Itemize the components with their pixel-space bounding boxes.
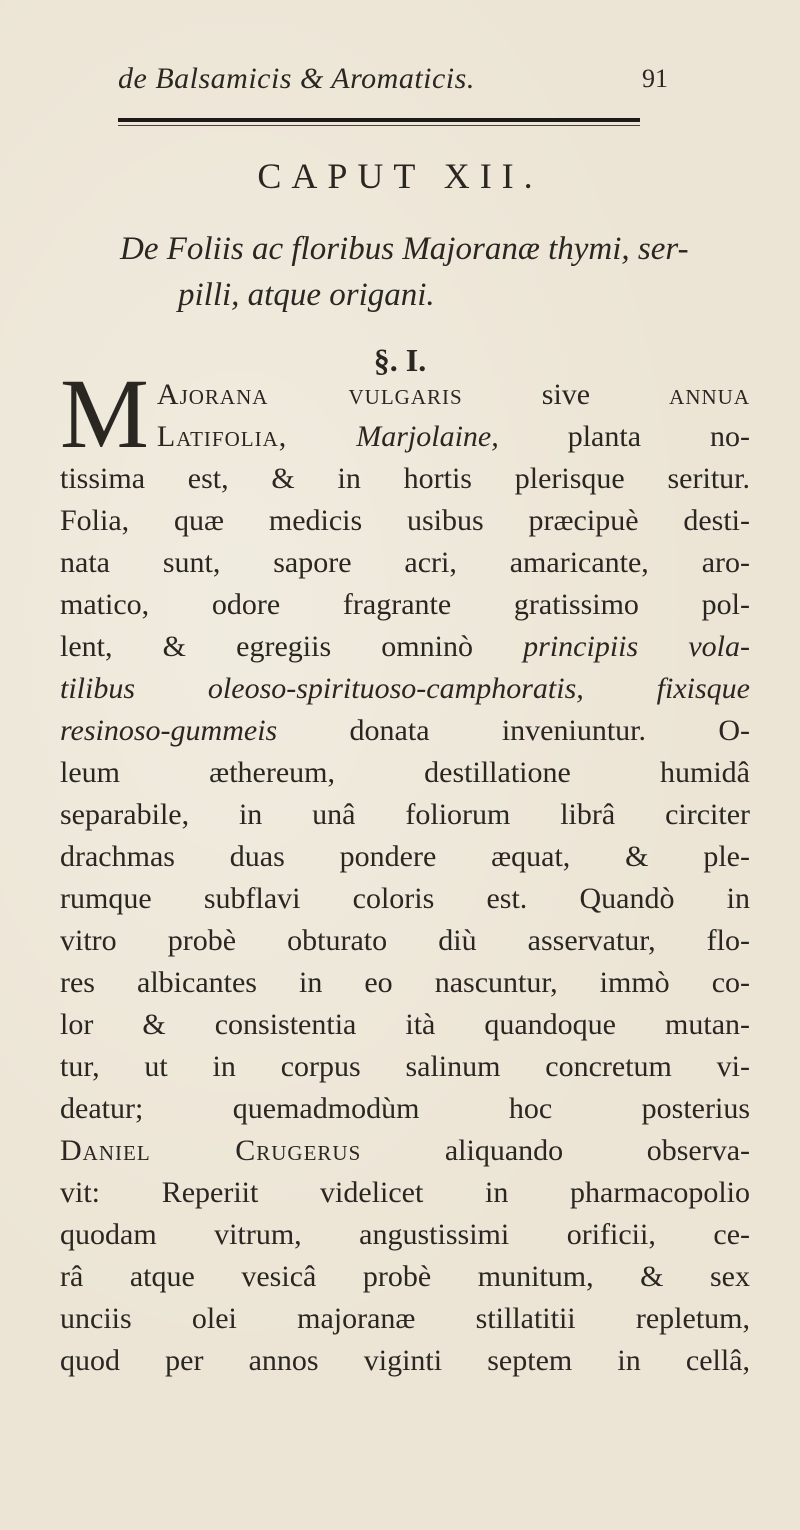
text-line — [60, 458, 750, 500]
chapter-title-line-2: pilli, atque origani. — [178, 277, 435, 313]
italic-text: tilibus oleoso-spirituoso-camphoratis, fixisque — [60, 672, 750, 705]
roman-text: res albicantes in eo nascuntur, immò co- — [60, 966, 750, 999]
roman-text: nata sunt, sapore acri, amaricante, aro- — [60, 546, 750, 579]
text-line — [60, 920, 750, 962]
italic-text: Marjolaine, — [287, 420, 499, 453]
text-line — [60, 542, 750, 584]
section-number: §. I. — [373, 342, 427, 378]
text-line — [60, 752, 750, 794]
text-line — [60, 626, 750, 668]
roman-text: râ atque vesicâ probè munitum, & sex — [60, 1260, 750, 1293]
text-line — [60, 1046, 750, 1088]
header-rule-thin — [118, 125, 640, 126]
roman-text: drachmas duas pondere æquat, & ple- — [60, 840, 750, 873]
roman-text: rumque subflavi coloris est. Quandò in — [60, 882, 750, 915]
text-line — [60, 962, 750, 1004]
roman-text: tissima est, & in hortis plerisque seritur. — [60, 462, 750, 495]
text-line — [60, 1256, 750, 1298]
page-header — [108, 62, 668, 102]
roman-text: Folia, quæ medicis usibus præcipuè desti- — [60, 504, 750, 537]
drop-cap: M — [60, 358, 149, 469]
roman-text: unciis olei majoranæ stillatitii repletum, — [60, 1302, 750, 1335]
body-lines — [60, 358, 750, 1382]
roman-text: tur, ut in corpus salinum concretum vi- — [60, 1050, 750, 1083]
text-line — [60, 416, 750, 458]
roman-text: quod per annos viginti septem in cellâ, — [60, 1344, 750, 1377]
italic-text: resinoso-gummeis — [60, 714, 278, 747]
text-line — [60, 1298, 750, 1340]
roman-text: separabile, in unâ foliorum librâ circiter — [60, 798, 750, 831]
page-number: 91 — [642, 64, 668, 93]
roman-text: vit: Reperiit videlicet in pharmacopolio — [60, 1176, 750, 1209]
running-head: de Balsamicis & Aromaticis. — [118, 62, 475, 95]
roman-text: aliquando observa- — [361, 1134, 750, 1167]
roman-text: lent, & egregiis omninò — [60, 630, 524, 663]
body-text — [60, 358, 750, 1382]
roman-text: vitro probè obturato diù asservatur, flo- — [60, 924, 750, 957]
text-line — [60, 1088, 750, 1130]
chapter-title — [120, 226, 720, 318]
text-line — [60, 836, 750, 878]
italic-text: principiis vola- — [523, 630, 750, 663]
roman-text: deatur; quemadmodùm hoc posterius — [60, 1092, 750, 1125]
text-line — [60, 1004, 750, 1046]
roman-text: leum æthereum, destillatione humidâ — [60, 756, 750, 789]
small-caps-text: Ajorana vulgaris — [156, 378, 463, 411]
roman-text: matico, odore fragrante gratissimo pol- — [60, 588, 750, 621]
text-line — [60, 374, 750, 416]
chapter-heading: CAPUT XII. — [257, 156, 543, 196]
roman-text: lor & consistentia ità quandoque mutan- — [60, 1008, 750, 1041]
small-caps-text: Daniel Crugerus — [60, 1134, 362, 1167]
roman-text: donata inveniuntur. O- — [277, 714, 750, 747]
text-line — [60, 668, 750, 710]
text-line — [60, 500, 750, 542]
small-caps-text: annua — [669, 378, 750, 411]
text-line — [60, 710, 750, 752]
text-line — [60, 794, 750, 836]
text-line — [60, 878, 750, 920]
roman-text: sive — [462, 378, 670, 411]
text-line — [60, 1130, 750, 1172]
roman-text: quodam vitrum, angustissimi orificii, ce- — [60, 1218, 750, 1251]
chapter-title-line-1: De Foliis ac floribus Majoranæ thymi, ser- — [120, 231, 689, 267]
text-line — [60, 1172, 750, 1214]
text-line — [60, 1214, 750, 1256]
roman-text: planta no- — [498, 420, 750, 453]
header-rule-thick — [118, 118, 640, 122]
small-caps-text: Latifolia, — [156, 420, 288, 453]
text-line — [60, 584, 750, 626]
text-line — [60, 1340, 750, 1382]
